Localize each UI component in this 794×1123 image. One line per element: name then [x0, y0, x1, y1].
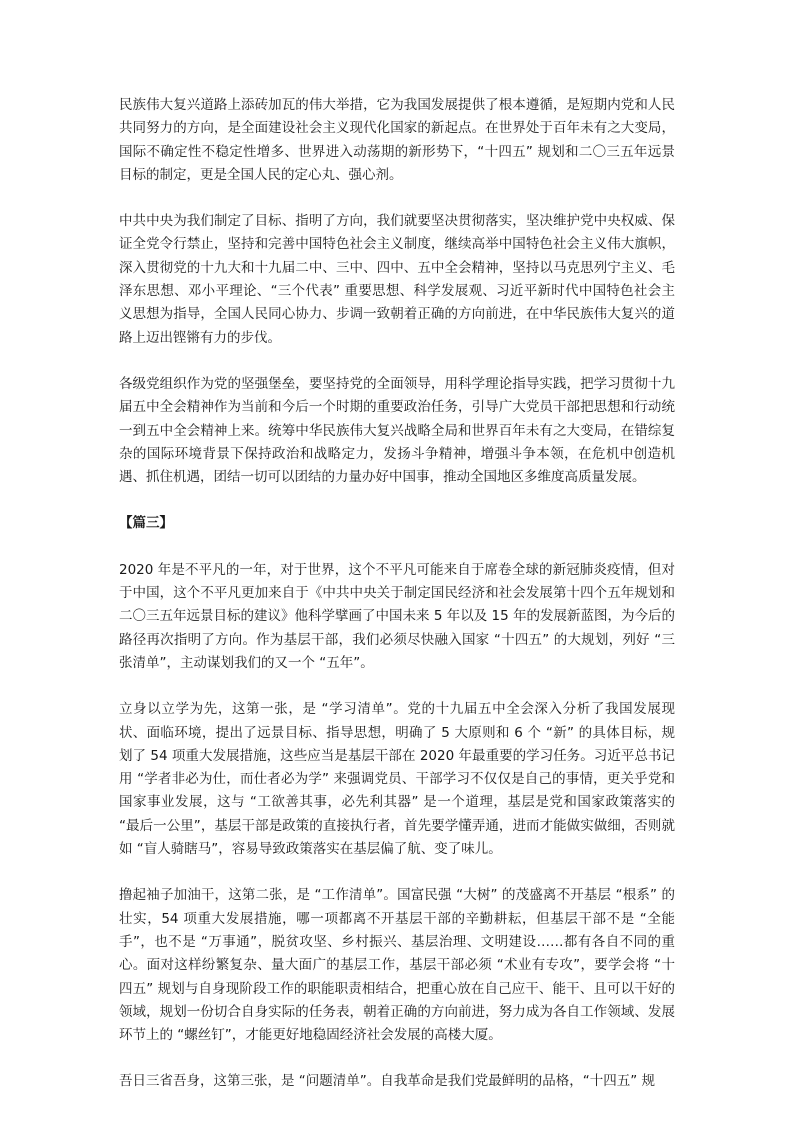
paragraph: 吾日三省吾身，这第三张，是 “问题清单”。自我革命是我们党最鲜明的品格，“十四五” 规: [119, 1073, 656, 1090]
paragraph: 撸起袖子加油干，这第二张，是 “工作清单”。国富民强 “大树” 的茂盛离不开基层 “根系” 的壮实，54 项重大发展措施，哪一项都离不开基层干部的辛勤耕耘，但基层干部不是 “全能手”，也不是 “万事通”，脱贫攻坚、乡村振兴、基层治理、文明建设……都有各自不同的重心。面对这样纷繁复杂、量大面广的基层工作，基层干部必须 “术业有专攻”，要学会将 “十四五” 规划与自身现阶段工作的职能职责相结合，把重心放在自己应干、能干、且可以干好的领域，规划一份切合自身实际的任务表，朝着正确的方向前进，努力成为各自工作领域、发展环节上的 “螺丝钉”，才能更好地稳固经济社会发展的高楼大厦。: [119, 887, 675, 1044]
section-title: 【篇三】: [119, 515, 173, 532]
paragraph: 立身以立学为先，这第一张，是 “学习清单”。党的十九届五中全会深入分析了我国发展现状、面临环境，提出了远景目标、指导思想，明确了 5 大原则和 6 个 “新” 的具体目标，规划了 54 项重大发展措施，这些应当是基层干部在 2020 年最重要的学习任务。习近平总书记用 “学者非必为仕，而仕者必为学” 来强调党员、干部学习不仅仅是自己的事情，更关乎党和国家事业发展，这与 “工欲善其事，必先利其器” 是一个道理，基层是党和国家政策落实的 “最后一公里”，基层干部是政策的直接执行者，首先要学懂弄通，进而才能做实做细，否则就如 “盲人骑瞎马”，容易导致政策落实在基层偏了航、变了味儿。: [119, 701, 675, 858]
paragraph: 2020 年是不平凡的一年，对于世界，这个不平凡可能来自于席卷全球的新冠肺炎疫情，但对于中国，这个不平凡更加来自于《中共中央关于制定国民经济和社会发展第十四个五年规划和二〇三五年远景目标的建议》他科学擘画了中国未来 5 年以及 15 年的发展新蓝图，为今后的路径再次指明了方向。作为基层干部，我们必须尽快融入国家 “十四五” 的大规划，列好 “三张清单”，主动谋划我们的又一个 “五年”。: [119, 561, 675, 671]
paragraph: 中共中央为我们制定了目标、指明了方向，我们就要坚决贯彻落实，坚决维护党中央权威、保证全党令行禁止，坚持和完善中国特色社会主义制度，继续高举中国特色社会主义伟大旗帜，深入贯彻党的十九大和十九届二中、三中、四中、五中全会精神，坚持以马克思列宁主义、毛泽东思想、邓小平理论、“三个代表” 重要思想、科学发展观、习近平新时代中国特色社会主义思想为指导，全国人民同心协力、步调一致朝着正确的方向前进，在中华民族伟大复兴的道路上迈出铿锵有力的步伐。: [119, 213, 675, 346]
paragraph: 各级党组织作为党的坚强堡垒，要坚持党的全面领导，用科学理论指导实践，把学习贯彻十九届五中全会精神作为当前和今后一个时期的重要政治任务，引导广大党员干部把思想和行动统一到五中全会精神上来。统筹中华民族伟大复兴战略全局和世界百年未有之大变局，在错综复杂的国际环境背景下保持政治和战略定力，发扬斗争精神，增强斗争本领，在危机中创造机遇、抓住机遇，团结一切可以团结的力量办好中国事，推动全国地区多维度高质量发展。: [119, 375, 675, 486]
document-page: [119, 94, 675, 1117]
paragraph: 民族伟大复兴道路上添砖加瓦的伟大举措，它为我国发展提供了根本遵循，是短期内党和人民共同努力的方向，是全面建设社会主义现代化国家的新起点。在世界处于百年未有之大变局，国际不确定性不稳定性增多、世界进入动荡期的新形势下，“十四五” 规划和二〇三五年远景目标的制定，更是全国人民的定心丸、强心剂。: [119, 97, 675, 183]
